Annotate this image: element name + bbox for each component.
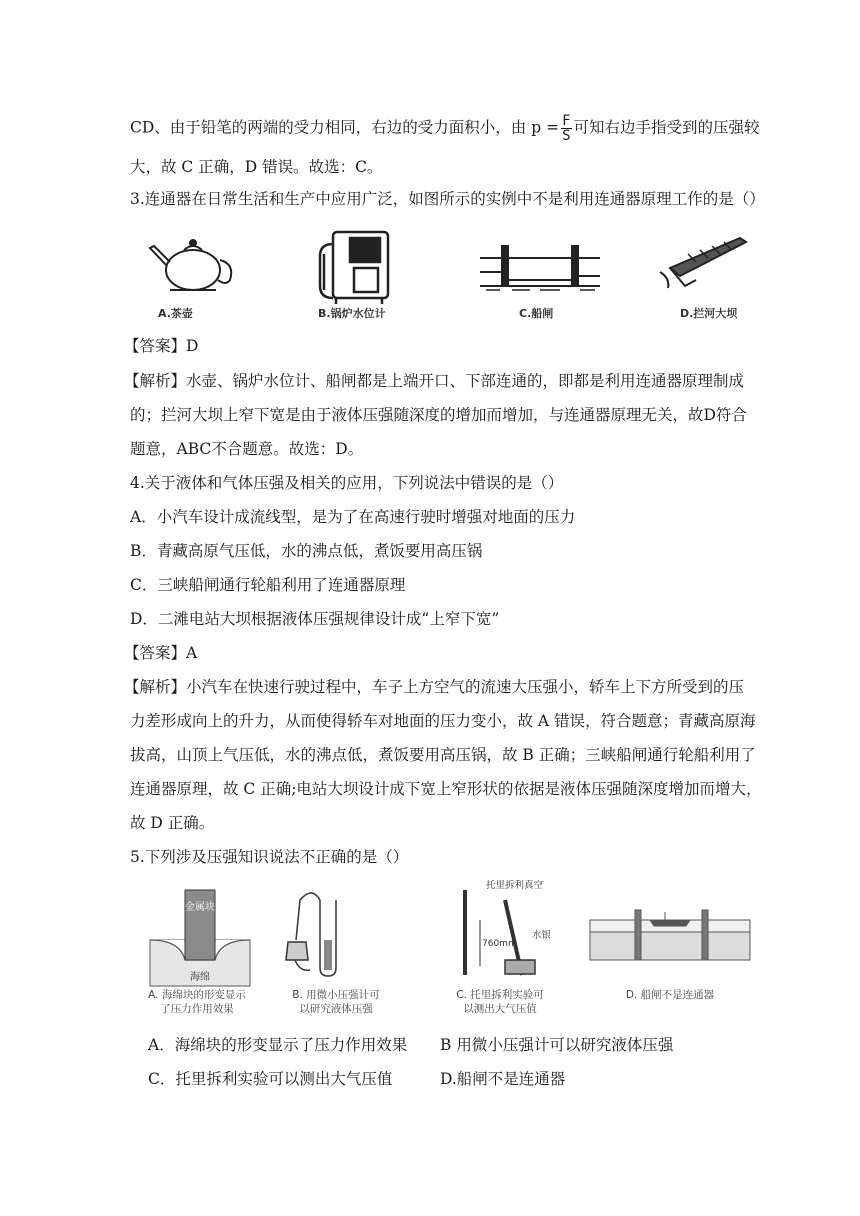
ship-lock-2-figure (590, 910, 750, 960)
q3-caption-b: B.锅炉水位计 (318, 307, 386, 320)
dam-figure (660, 238, 746, 288)
pressure-formula-fraction (561, 114, 571, 143)
fraction-numerator: F (562, 113, 571, 129)
question-5-stem: 5.下列涉及压强知识说法不正确的是（） (130, 848, 409, 866)
question-5-option-c: C．托里拆利实验可以测出大气压值 (148, 1070, 393, 1088)
sponge-label: 海绵 (190, 972, 210, 983)
q5-caption-d (600, 988, 740, 1002)
q5-caption-b (276, 988, 396, 1016)
caption-line: 了压力作用效果 (160, 1003, 234, 1015)
question-4-option-a: A．小汽车设计成流线型，是为了在高速行驶时增强对地面的压力 (130, 508, 576, 526)
q3-caption-d: D.拦河大坝 (680, 307, 738, 320)
analysis-text: 可知右边手指受到的压强较 (573, 118, 760, 137)
question-3-stem: 3.连通器在日常生活和生产中应用广泛，如图所示的实例中不是利用连通器原理工作的是（） (130, 190, 765, 208)
question-4-option-c: C．三峡船闸通行轮船利用了连通器原理 (130, 576, 406, 594)
question-4-stem: 4.关于液体和气体压强及相关的应用，下列说法中错误的是（） (130, 474, 564, 492)
question-5-option-b: B 用微小压强计可以研究液体压强 (440, 1036, 674, 1054)
analysis-text: CD、由于铅笔的两端的受力相同，右边的受力面积小，由 p = (130, 118, 560, 137)
vacuum-label: 托里拆利真空 (486, 880, 544, 891)
mercury-label: 水银 (532, 930, 552, 941)
question-5-option-d: D.船闸不是连通器 (440, 1070, 566, 1088)
caption-line: D. 船闸不是连通器 (625, 989, 715, 1001)
question-4-analysis-line: 力差形成向上的升力，从而使得轿车对地面的压力变小，故 A 错误，符合题意；青藏高原海 (130, 712, 756, 730)
caption-line: C. 托里拆利实验可 (456, 989, 544, 1001)
question-4-analysis-line: 拔高，山顶上气压低，水的沸点低，煮饭要用高压锅，故 B 正确；三峡船闸通行轮船利用了 (130, 746, 756, 764)
caption-line: B. 用微小压强计可 (292, 989, 380, 1001)
q3-caption-a: A.茶壶 (158, 307, 193, 320)
pressure-gauge-figure (286, 893, 336, 976)
caption-line: 以测出大气压值 (463, 1003, 537, 1015)
q3-caption-c: C.船闸 (519, 307, 554, 320)
metal-block-label: 金属块 (185, 902, 215, 913)
question-3-answer: 【答案】D (124, 337, 199, 355)
sponge-block-figure (150, 890, 250, 986)
fraction-denominator: S (562, 128, 571, 144)
torricelli-figure (465, 880, 552, 975)
question-3-analysis-line: 的；拦河大坝上窄下宽是由于液体压强随深度的增加而增加，与连通器原理无关，故D符合 (130, 406, 747, 424)
question-3-analysis-line: 题意，ABC不合题意。故选：D。 (130, 440, 364, 458)
mm-label: 760mm (482, 939, 517, 949)
ship-lock-figure (480, 246, 600, 290)
analysis-line: 大，故 C 正确，D 错误。故选：C。 (130, 158, 383, 176)
question-3-analysis-line: 【解析】水壶、锅炉水位计、船闸都是上端开口、下部连通的，即都是利用连通器原理制成 (124, 372, 745, 390)
question-4-option-b: B．青藏高原气压低，水的沸点低，煮饭要用高压锅 (130, 542, 483, 560)
q5-figures (130, 880, 770, 990)
question-4-analysis-line: 故 D 正确。 (130, 814, 215, 832)
question-4-option-d: D．二滩电站大坝根据液体压强规律设计成“上窄下宽” (130, 610, 500, 628)
boiler-gauge-figure (320, 232, 388, 304)
q5-caption-a (132, 988, 262, 1016)
question-4-analysis-line: 连通器原理，故 C 正确;电站大坝设计成下宽上窄形状的依据是液体压强随深度增加而增大， (130, 780, 762, 798)
question-5-option-a: A．海绵块的形变显示了压力作用效果 (148, 1036, 408, 1054)
question-4-analysis-line: 【解析】小汽车在快速行驶过程中，车子上方空气的流速大压强小，轿车上下方所受到的压 (124, 678, 745, 696)
analysis-line (130, 114, 760, 143)
caption-line: A. 海绵块的形变显示 (148, 989, 246, 1001)
teapot-figure (150, 240, 231, 290)
question-4-answer: 【答案】A (124, 644, 198, 662)
caption-line: 以研究液体压强 (299, 1003, 373, 1015)
q5-caption-c (440, 988, 560, 1016)
